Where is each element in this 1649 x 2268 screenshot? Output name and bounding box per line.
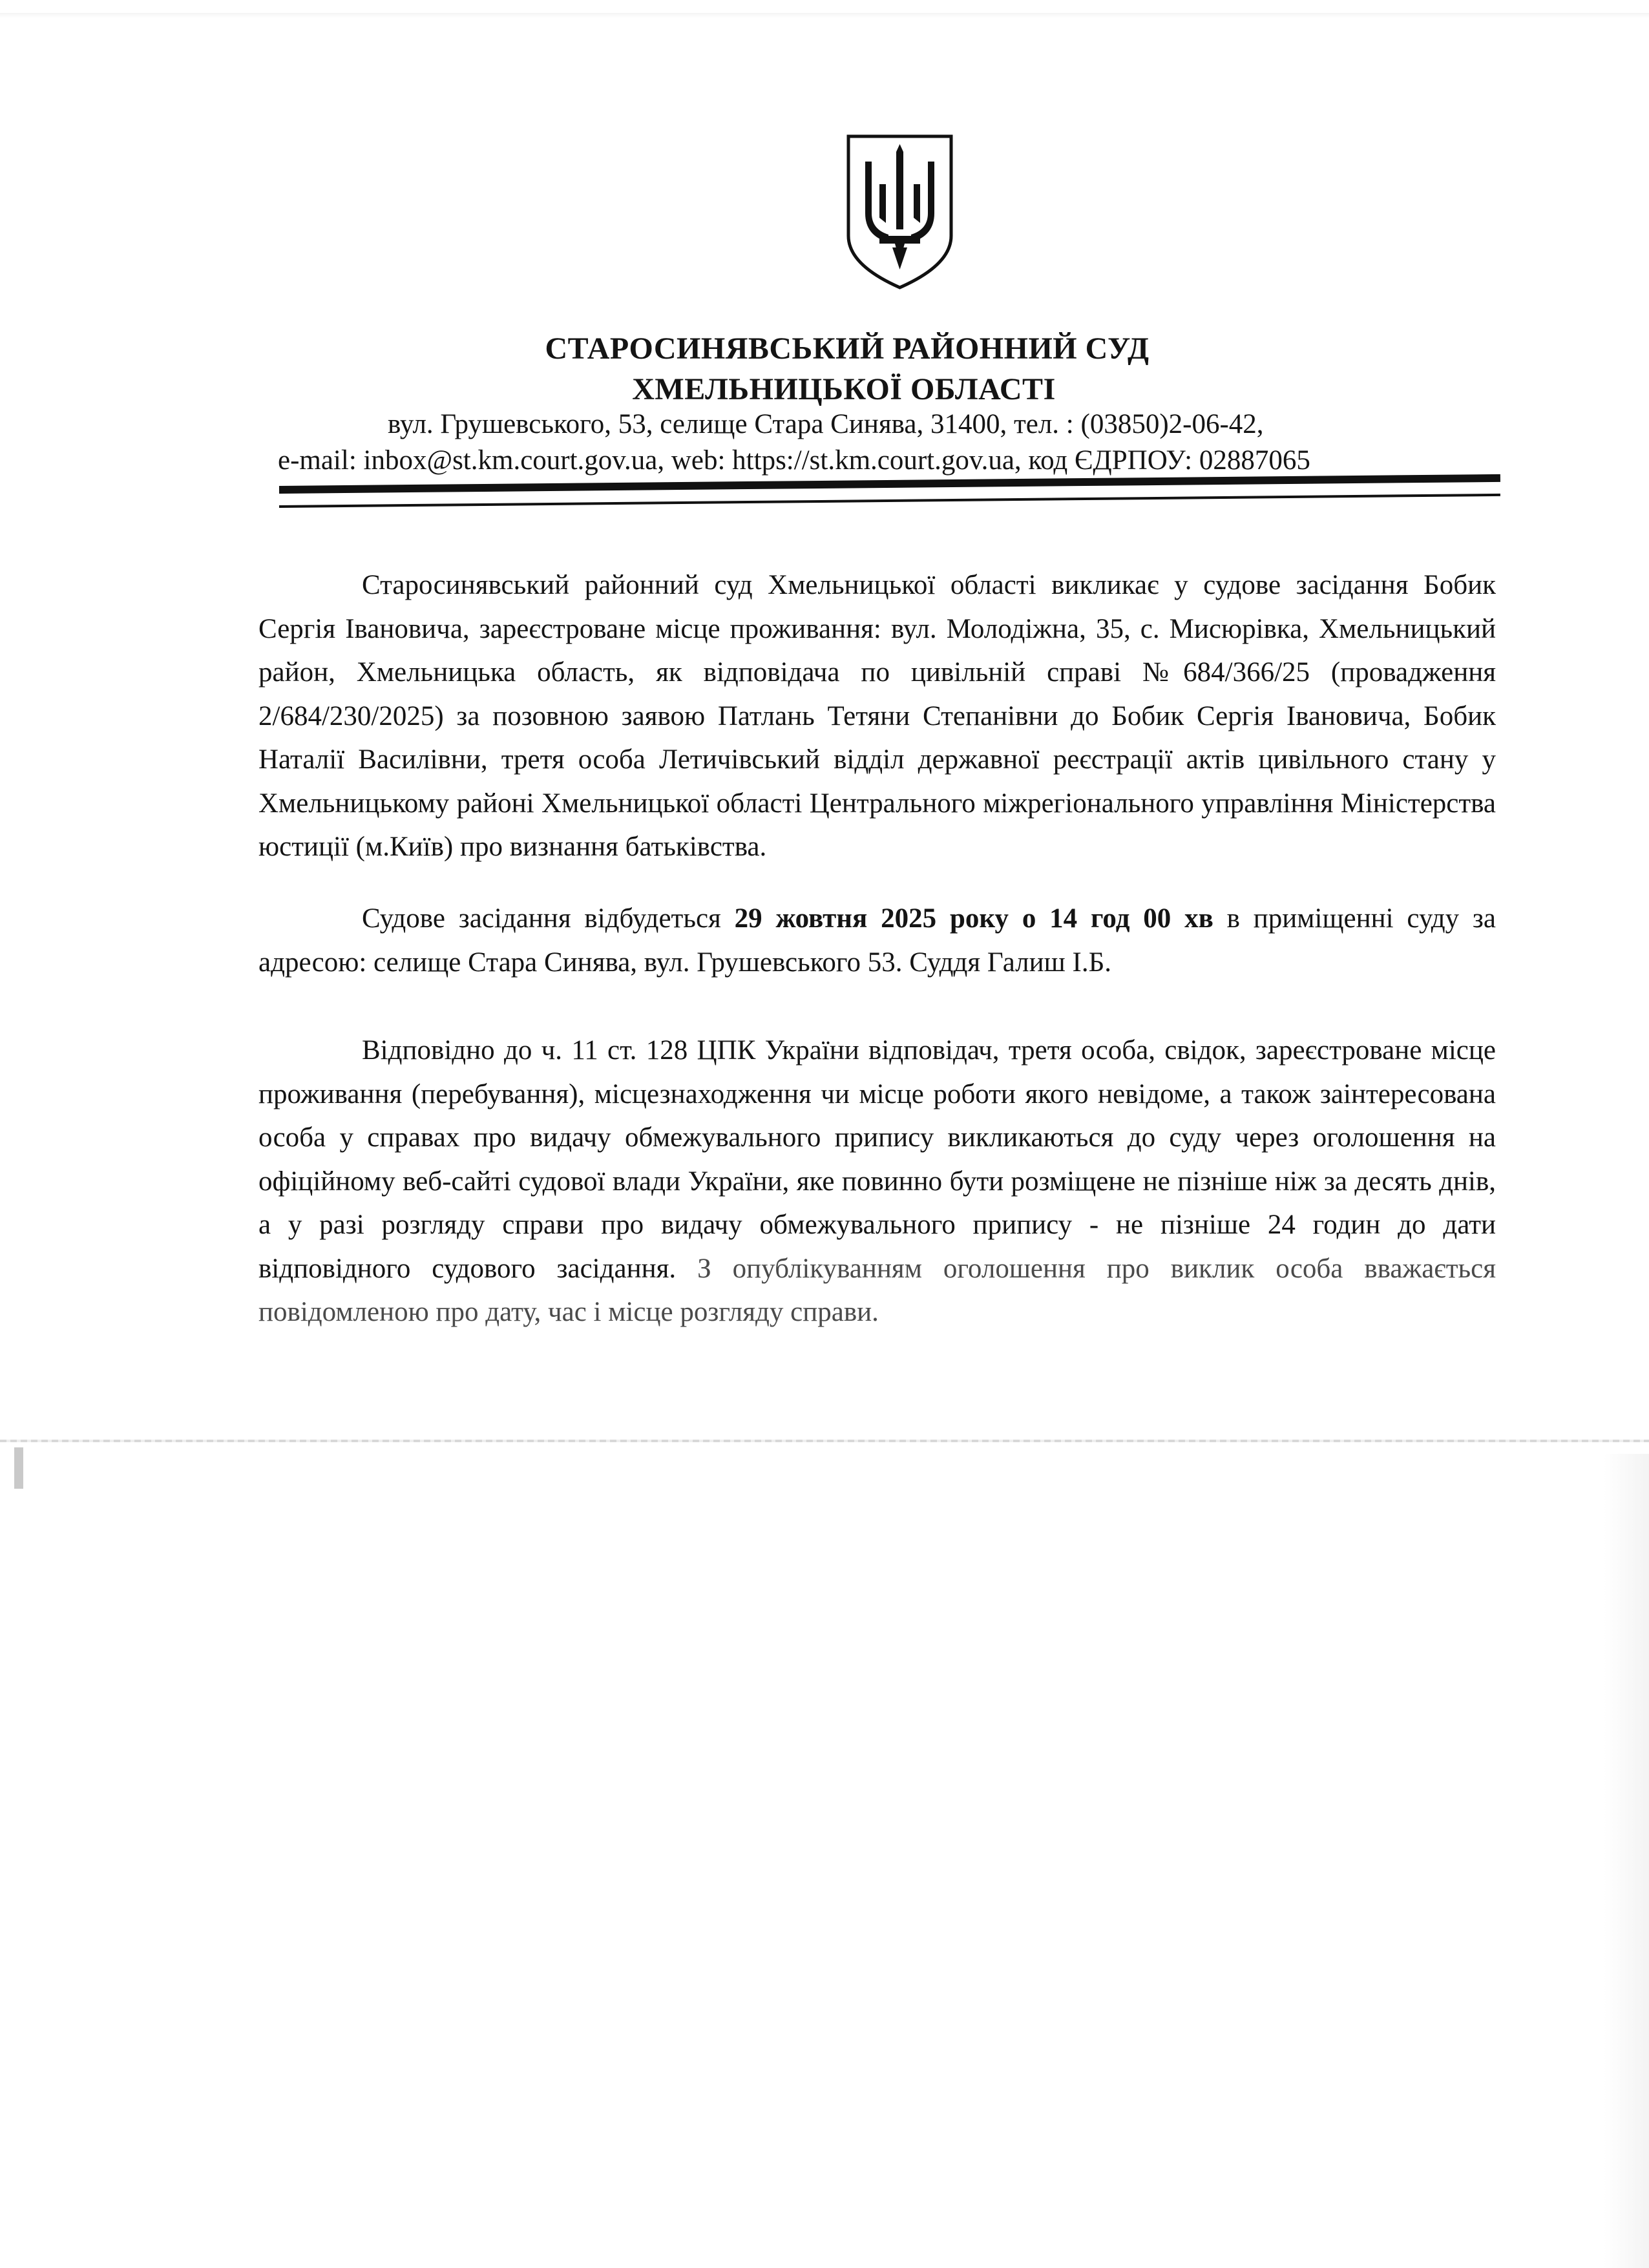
- letterhead-rule-thick: [279, 474, 1500, 494]
- letterhead-rule-thin: [279, 494, 1500, 508]
- court-name-line2: ХМЕЛЬНИЦЬКОЇ ОБЛАСТІ: [632, 372, 1056, 406]
- hearing-paragraph: [258, 897, 1496, 984]
- legal-basis-paragraph: [258, 1029, 1496, 1334]
- court-address: вул. Грушевського, 53, селище Стара Синява, 31400, тел. : (03850)2-06-42,: [388, 409, 1264, 439]
- scan-edge-mark: [14, 1447, 23, 1489]
- hearing-location: в приміщенні суду за адресою: селище Стара Синява, вул. Грушевського 53. Суддя Галиш І.Б.: [258, 903, 1497, 978]
- hearing-datetime: 29 жовтня 2025 року о 14 год 00 хв: [734, 903, 1213, 934]
- tryzub-coat-of-arms-icon: [843, 132, 956, 291]
- scan-edge-shadow: [1604, 1454, 1649, 2268]
- court-contacts: e-mail: inbox@st.km.court.gov.ua, web: https://st.km.court.gov.ua, код ЄДРПОУ: 02887065: [278, 445, 1310, 476]
- hearing-intro: Судове засідання відбудеться: [362, 903, 721, 934]
- summons-paragraph: [258, 563, 1496, 869]
- scan-top-edge: [0, 13, 1649, 18]
- court-name-line1: СТАРОСИНЯВСЬКИЙ РАЙОННИЙ СУД: [545, 331, 1150, 366]
- notification-note: З опублікуванням оголошення про виклик особа вважається повідомленою про дату, час і місце розгляду справи.: [258, 1253, 1496, 1327]
- summons-text: Старосинявський районний суд Хмельницької області викликає у судове засідання Бобик Сергія Івановича, зареєстроване місце проживання: вул. Молодіжна, 35, с. Мисюрівка, Хмельницький район, Хмельницька область, як відповідача по цивільній справі №684/366/25 (провадження 2/684/230/2025) за позовною заявою Патлань Тетяни Степанівни до Бобик Сергія Івановича, Бобик Наталії Василівни, третя особа Летичівський відділ державної реєстрації актів цивільного стану у Хмельницькому районі Хмельницької області Центрального міжрегіонального управління Міністерства юстиції (м.Київ) про визнання батьківства.: [258, 570, 1496, 862]
- scan-fold-line: [0, 1440, 1649, 1442]
- legal-basis-text: Відповідно до ч. 11 ст. 128 ЦПК України відповідач, третя особа, свідок, зареєстроване місце проживання (перебування), місцезнаходження чи місце роботи якого невідоме, а також заінтересована особа у справах про видачу обмежувального припису викликаються до суду через оголошення на офіційному веб-сайті судової влади України, яке повинно бути розміщене не пізніше ніж за десять днів, а у разі розгляду справи про видачу обмежувального припису - не пізніше 24 годин до дати відповідного судового засідання.: [258, 1035, 1496, 1284]
